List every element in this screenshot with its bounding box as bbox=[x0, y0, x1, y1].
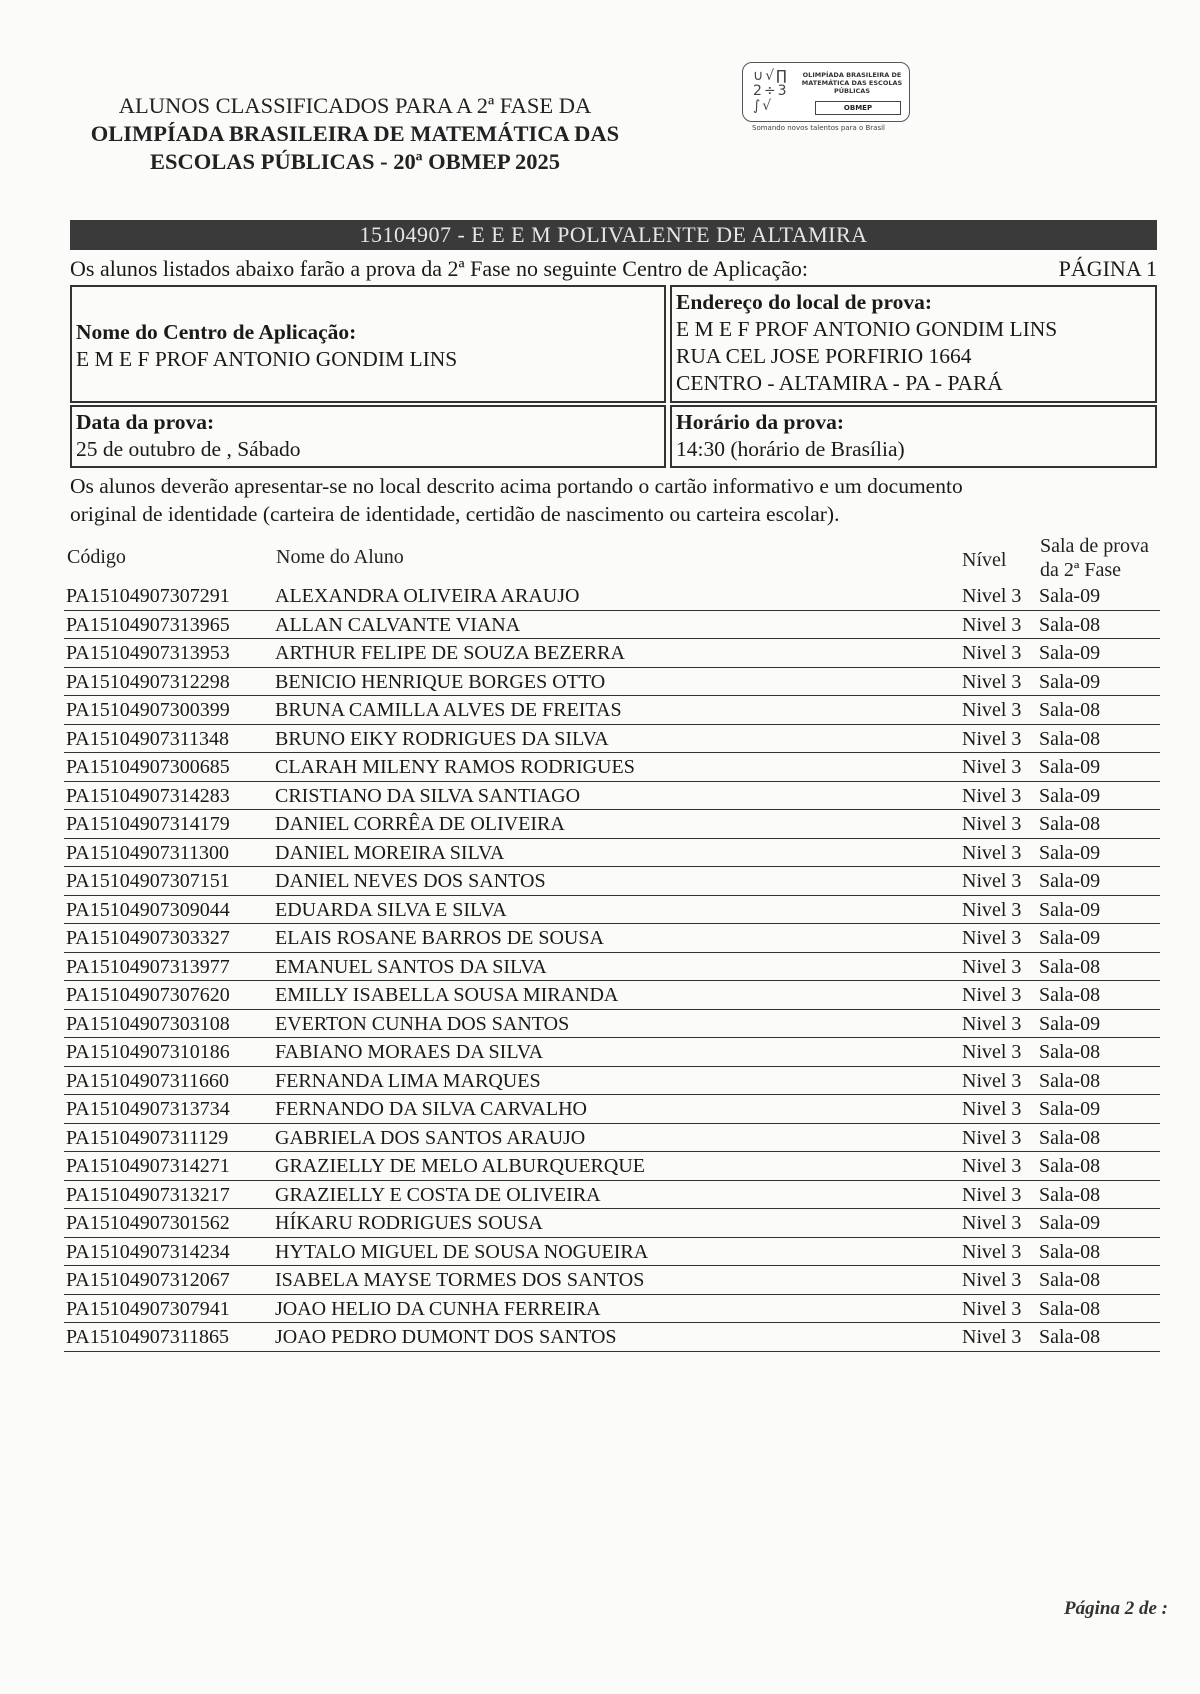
table-row bbox=[64, 1010, 1160, 1039]
student-room: Sala-09 bbox=[1039, 1212, 1101, 1234]
student-room: Sala-08 bbox=[1039, 955, 1101, 978]
student-room: Sala-08 bbox=[1039, 1041, 1101, 1063]
student-code: PA15104907312067 bbox=[66, 1269, 230, 1291]
student-code: PA15104907309044 bbox=[66, 898, 230, 921]
center-value: E M E F PROF ANTONIO GONDIM LINS bbox=[76, 347, 458, 371]
student-name: ARTHUR FELIPE DE SOUZA BEZERRA bbox=[275, 642, 625, 664]
student-room: Sala-08 bbox=[1039, 613, 1101, 636]
student-code: PA15104907311865 bbox=[66, 1326, 229, 1348]
table-row bbox=[64, 1238, 1160, 1267]
student-name: GRAZIELLY DE MELO ALBURQUERQUE bbox=[275, 1155, 645, 1177]
page-label: PÁGINA 1 bbox=[1058, 256, 1157, 281]
student-level: Nivel 3 bbox=[962, 1326, 1022, 1348]
title-line-2: OLIMPÍADA BRASILEIRA DE MATEMÁTICA DAS bbox=[90, 121, 620, 146]
student-level: Nivel 3 bbox=[962, 1183, 1022, 1206]
student-level: Nivel 3 bbox=[962, 784, 1022, 807]
student-code: PA15104907300399 bbox=[66, 699, 230, 721]
student-room: Sala-08 bbox=[1039, 1326, 1101, 1348]
student-level: Nivel 3 bbox=[962, 585, 1022, 607]
student-name: ISABELA MAYSE TORMES DOS SANTOS bbox=[275, 1269, 645, 1291]
student-code: PA15104907314283 bbox=[66, 784, 230, 807]
student-name: EVERTON CUNHA DOS SANTOS bbox=[275, 1012, 570, 1035]
student-code: PA15104907313734 bbox=[66, 1098, 230, 1120]
student-name: CRISTIANO DA SILVA SANTIAGO bbox=[275, 784, 581, 807]
student-name: EMILLY ISABELLA SOUSA MIRANDA bbox=[275, 984, 619, 1006]
student-code: PA15104907307151 bbox=[66, 870, 230, 892]
student-room: Sala-09 bbox=[1039, 1098, 1101, 1120]
student-room: Sala-09 bbox=[1039, 784, 1101, 807]
student-name: ALLAN CALVANTE VIANA bbox=[275, 613, 521, 636]
student-name: GRAZIELLY E COSTA DE OLIVEIRA bbox=[275, 1183, 601, 1206]
student-name: BRUNA CAMILLA ALVES DE FREITAS bbox=[275, 699, 622, 721]
column-header-name: Nome do Aluno bbox=[276, 546, 404, 568]
student-code: PA15104907314179 bbox=[66, 813, 230, 835]
table-row bbox=[64, 753, 1160, 782]
student-code: PA15104907307620 bbox=[66, 984, 230, 1006]
table-row bbox=[64, 1124, 1160, 1153]
school-banner: 15104907 - E E E M POLIVALENTE DE ALTAMIRA bbox=[70, 220, 1157, 250]
student-code: PA15104907303108 bbox=[66, 1012, 230, 1035]
student-name: JOAO PEDRO DUMONT DOS SANTOS bbox=[275, 1326, 617, 1348]
student-level: Nivel 3 bbox=[962, 727, 1022, 750]
address-line-1: E M E F PROF ANTONIO GONDIM LINS bbox=[676, 317, 1058, 341]
student-room: Sala-08 bbox=[1039, 1069, 1101, 1092]
student-name: JOAO HELIO DA CUNHA FERREIRA bbox=[275, 1297, 601, 1320]
math-symbols-icon: ∪√∏ 2÷3 ∫√ bbox=[753, 68, 789, 114]
student-level: Nivel 3 bbox=[962, 1212, 1022, 1234]
student-name: ALEXANDRA OLIVEIRA ARAUJO bbox=[275, 585, 580, 607]
table-row bbox=[64, 696, 1160, 725]
date-label: Data da prova: bbox=[76, 410, 215, 434]
table-row bbox=[64, 668, 1160, 697]
logo-acronym: OBMEP bbox=[815, 101, 901, 115]
table-row bbox=[64, 1095, 1160, 1124]
table-row bbox=[64, 1067, 1160, 1096]
date-box bbox=[70, 405, 666, 468]
column-header-room-line-1: Sala de prova bbox=[1040, 535, 1149, 557]
table-row bbox=[64, 953, 1160, 982]
student-code: PA15104907311348 bbox=[66, 727, 229, 750]
student-name: DANIEL MOREIRA SILVA bbox=[275, 841, 505, 864]
address-line-2: RUA CEL JOSE PORFIRIO 1664 bbox=[676, 344, 972, 368]
table-row bbox=[64, 839, 1160, 868]
title-line-3: ESCOLAS PÚBLICAS - 20ª OBMEP 2025 bbox=[150, 149, 560, 174]
student-level: Nivel 3 bbox=[962, 756, 1022, 778]
logo-frame bbox=[742, 62, 910, 122]
table-row bbox=[64, 782, 1160, 811]
student-level: Nivel 3 bbox=[962, 841, 1022, 864]
notice-text bbox=[70, 472, 1157, 528]
student-level: Nivel 3 bbox=[962, 1240, 1022, 1263]
student-room: Sala-09 bbox=[1039, 898, 1101, 921]
student-level: Nivel 3 bbox=[962, 870, 1022, 892]
center-label: Nome do Centro de Aplicação: bbox=[76, 320, 357, 344]
date-value: 25 de outubro de , Sábado bbox=[76, 437, 301, 461]
student-room: Sala-08 bbox=[1039, 984, 1101, 1006]
student-code: PA15104907313977 bbox=[66, 955, 230, 978]
student-code: PA15104907312298 bbox=[66, 670, 230, 693]
student-code: PA15104907311660 bbox=[66, 1069, 229, 1092]
intro-line bbox=[70, 254, 1157, 284]
students-table bbox=[64, 582, 1160, 1352]
student-code: PA15104907313217 bbox=[66, 1183, 230, 1206]
student-name: EDUARDA SILVA E SILVA bbox=[275, 898, 507, 921]
student-room: Sala-09 bbox=[1039, 642, 1101, 664]
table-row bbox=[64, 725, 1160, 754]
intro-text: Os alunos listados abaixo farão a prova da 2ª Fase no seguinte Centro de Aplicação: bbox=[70, 256, 808, 281]
table-row bbox=[64, 896, 1160, 925]
student-level: Nivel 3 bbox=[962, 955, 1022, 978]
student-level: Nivel 3 bbox=[962, 1155, 1022, 1177]
student-name: GABRIELA DOS SANTOS ARAUJO bbox=[275, 1126, 586, 1149]
student-level: Nivel 3 bbox=[962, 670, 1022, 693]
student-room: Sala-09 bbox=[1039, 841, 1101, 864]
student-room: Sala-09 bbox=[1039, 756, 1101, 778]
table-row bbox=[64, 810, 1160, 839]
column-header-room bbox=[1040, 534, 1149, 582]
student-name: HÍKARU RODRIGUES SOUSA bbox=[275, 1212, 543, 1234]
student-level: Nivel 3 bbox=[962, 898, 1022, 921]
student-level: Nivel 3 bbox=[962, 984, 1022, 1006]
student-name: DANIEL NEVES DOS SANTOS bbox=[275, 870, 546, 892]
student-room: Sala-08 bbox=[1039, 1269, 1101, 1291]
student-level: Nivel 3 bbox=[962, 1126, 1022, 1149]
student-room: Sala-08 bbox=[1039, 699, 1101, 721]
table-row bbox=[64, 981, 1160, 1010]
student-code: PA15104907310186 bbox=[66, 1041, 230, 1063]
student-room: Sala-09 bbox=[1039, 1012, 1101, 1035]
student-room: Sala-08 bbox=[1039, 813, 1101, 835]
table-row bbox=[64, 1266, 1160, 1295]
table-row bbox=[64, 1323, 1160, 1352]
student-level: Nivel 3 bbox=[962, 1098, 1022, 1120]
notice-line-1: Os alunos deverão apresentar-se no local descrito acima portando o cartão informativo e um documento bbox=[70, 474, 963, 498]
logo-name: OLIMPÍADA BRASILEIRA DE MATEMÁTICA DAS ESCOLAS PÚBLICAS bbox=[801, 71, 903, 95]
table-row bbox=[64, 1209, 1160, 1238]
table-row bbox=[64, 1152, 1160, 1181]
student-code: PA15104907313953 bbox=[66, 642, 230, 664]
table-row bbox=[64, 1295, 1160, 1324]
student-name: BENICIO HENRIQUE BORGES OTTO bbox=[275, 670, 606, 693]
center-box bbox=[70, 285, 666, 403]
student-room: Sala-08 bbox=[1039, 1126, 1101, 1149]
student-code: PA15104907307291 bbox=[66, 585, 230, 607]
student-room: Sala-08 bbox=[1039, 727, 1101, 750]
student-room: Sala-08 bbox=[1039, 1155, 1101, 1177]
student-name: FABIANO MORAES DA SILVA bbox=[275, 1041, 544, 1063]
student-code: PA15104907314234 bbox=[66, 1240, 230, 1263]
student-room: Sala-09 bbox=[1039, 927, 1101, 949]
student-code: PA15104907311300 bbox=[66, 841, 229, 864]
student-code: PA15104907314271 bbox=[66, 1155, 230, 1177]
table-row bbox=[64, 582, 1160, 611]
address-box bbox=[670, 285, 1157, 403]
student-level: Nivel 3 bbox=[962, 927, 1022, 949]
student-name: ELAIS ROSANE BARROS DE SOUSA bbox=[275, 927, 604, 949]
student-level: Nivel 3 bbox=[962, 642, 1022, 664]
table-row bbox=[64, 611, 1160, 640]
student-code: PA15104907303327 bbox=[66, 927, 230, 949]
student-code: PA15104907311129 bbox=[66, 1126, 229, 1149]
student-level: Nivel 3 bbox=[962, 1012, 1022, 1035]
student-room: Sala-08 bbox=[1039, 1240, 1101, 1263]
student-name: FERNANDA LIMA MARQUES bbox=[275, 1069, 541, 1092]
address-label: Endereço do local de prova: bbox=[676, 290, 933, 314]
student-name: FERNANDO DA SILVA CARVALHO bbox=[275, 1098, 587, 1120]
table-row bbox=[64, 867, 1160, 896]
document-title bbox=[40, 92, 670, 176]
page-footer: Página 2 de : bbox=[1064, 1598, 1168, 1619]
column-header-room-line-2: da 2ª Fase bbox=[1040, 559, 1122, 581]
time-value: 14:30 (horário de Brasília) bbox=[676, 437, 905, 461]
column-header-level: Nível bbox=[962, 549, 1007, 571]
student-room: Sala-08 bbox=[1039, 1297, 1101, 1320]
student-code: PA15104907313965 bbox=[66, 613, 230, 636]
student-room: Sala-09 bbox=[1039, 670, 1101, 693]
student-level: Nivel 3 bbox=[962, 1069, 1022, 1092]
time-label: Horário da prova: bbox=[676, 410, 845, 434]
student-room: Sala-08 bbox=[1039, 1183, 1101, 1206]
student-level: Nivel 3 bbox=[962, 699, 1022, 721]
student-name: EMANUEL SANTOS DA SILVA bbox=[275, 955, 547, 978]
logo-tagline: Somando novos talentos para o Brasil bbox=[752, 124, 885, 132]
student-name: CLARAH MILENY RAMOS RODRIGUES bbox=[275, 756, 635, 778]
student-room: Sala-09 bbox=[1039, 585, 1101, 607]
student-level: Nivel 3 bbox=[962, 813, 1022, 835]
student-name: DANIEL CORRÊA DE OLIVEIRA bbox=[275, 813, 565, 835]
student-name: HYTALO MIGUEL DE SOUSA NOGUEIRA bbox=[275, 1240, 649, 1263]
table-row bbox=[64, 1038, 1160, 1067]
student-name: BRUNO EIKY RODRIGUES DA SILVA bbox=[275, 727, 609, 750]
student-code: PA15104907307941 bbox=[66, 1297, 230, 1320]
table-row bbox=[64, 924, 1160, 953]
student-level: Nivel 3 bbox=[962, 613, 1022, 636]
table-row bbox=[64, 1181, 1160, 1210]
obmep-logo bbox=[742, 62, 910, 134]
notice-line-2: original de identidade (carteira de identidade, certidão de nascimento ou carteira escolar). bbox=[70, 502, 840, 526]
student-code: PA15104907300685 bbox=[66, 756, 230, 778]
student-level: Nivel 3 bbox=[962, 1041, 1022, 1063]
column-header-code: Código bbox=[67, 546, 126, 568]
address-line-3: CENTRO - ALTAMIRA - PA - PARÁ bbox=[676, 371, 1003, 395]
student-room: Sala-09 bbox=[1039, 870, 1101, 892]
title-line-1: ALUNOS CLASSIFICADOS PARA A 2ª FASE DA bbox=[118, 93, 592, 118]
student-level: Nivel 3 bbox=[962, 1269, 1022, 1291]
student-code: PA15104907301562 bbox=[66, 1212, 230, 1234]
student-level: Nivel 3 bbox=[962, 1297, 1022, 1320]
table-row bbox=[64, 639, 1160, 668]
time-box bbox=[670, 405, 1157, 468]
